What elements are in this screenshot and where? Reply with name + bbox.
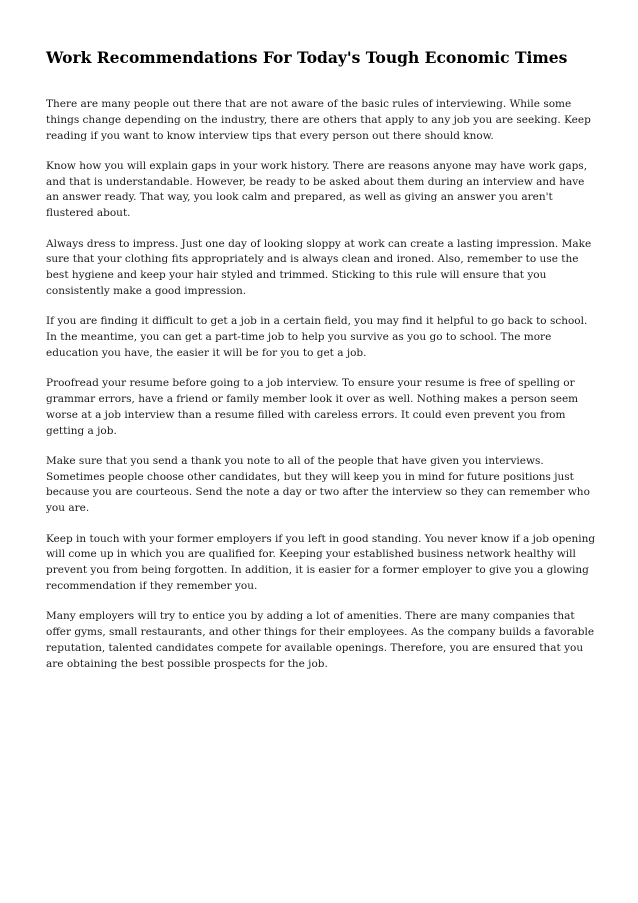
paragraph-school: If you are finding it difficult to get a job in a certain field, you may find it helpful to go back to school. In the meantime, you can get a part-time job to help you survive as you go to school. The more education you have, the easier it will be for you to get a job. — [46, 315, 588, 359]
paragraph-amenities: Many employers will try to entice you by adding a lot of amenities. There are many companies that offer gyms, small restaurants, and other things for their employees. As the company builds a favorable reputation, talented candidates compete for available openings. Therefore, you are ensured that you are obtaining the best possible prospects for the job. — [46, 610, 595, 670]
paragraph-dress: Always dress to impress. Just one day of looking sloppy at work can create a lasting impression. Make sure that your clothing fits appropriately and is always clean and ironed. Also, remember to use the best hygiene and keep your hair styled and trimmed. Sticking to this rule will ensure that you consistently make a good impression. — [46, 237, 592, 297]
paragraph-thank-you: Make sure that you send a thank you note to all of the people that have given you interviews. Sometimes people choose other candidates, but they will keep you in mind for future positions just because you are courteous. Send the note a day or two after the interview so they can remember who you are. — [46, 454, 590, 515]
document-title: Work Recommendations For Today's Tough Economic Times — [46, 48, 568, 67]
paragraph-work-gaps: Know how you will explain gaps in your work history. There are reasons anyone may have work gaps, and that is understandable. However, be ready to be asked about them during an interview and have an answer ready. That way, you look calm and prepared, as well as giving an answer you aren't flustered about. — [46, 159, 588, 220]
paragraph-former-employers: Keep in touch with your former employers if you left in good standing. You never know if a job opening will come up in which you are qualified for. Keeping your established business network healthy will prevent you from being forgotten. In addition, it is easier for a former employer to give you a glowing recommendation if they remember you. — [46, 532, 596, 592]
paragraph-intro: There are many people out there that are not aware of the basic rules of interviewing. While some things change depending on the industry, there are others that apply to any job you are seeking. Keep reading if you want to know interview tips that every person out there should know. — [46, 98, 591, 142]
paragraph-proofread: Proofread your resume before going to a job interview. To ensure your resume is free of spelling or grammar errors, have a friend or family member look it over as well. Nothing makes a person seem worse at a job interview than a resume filled with careless errors. It could even prevent you from getting a job. — [46, 377, 579, 437]
